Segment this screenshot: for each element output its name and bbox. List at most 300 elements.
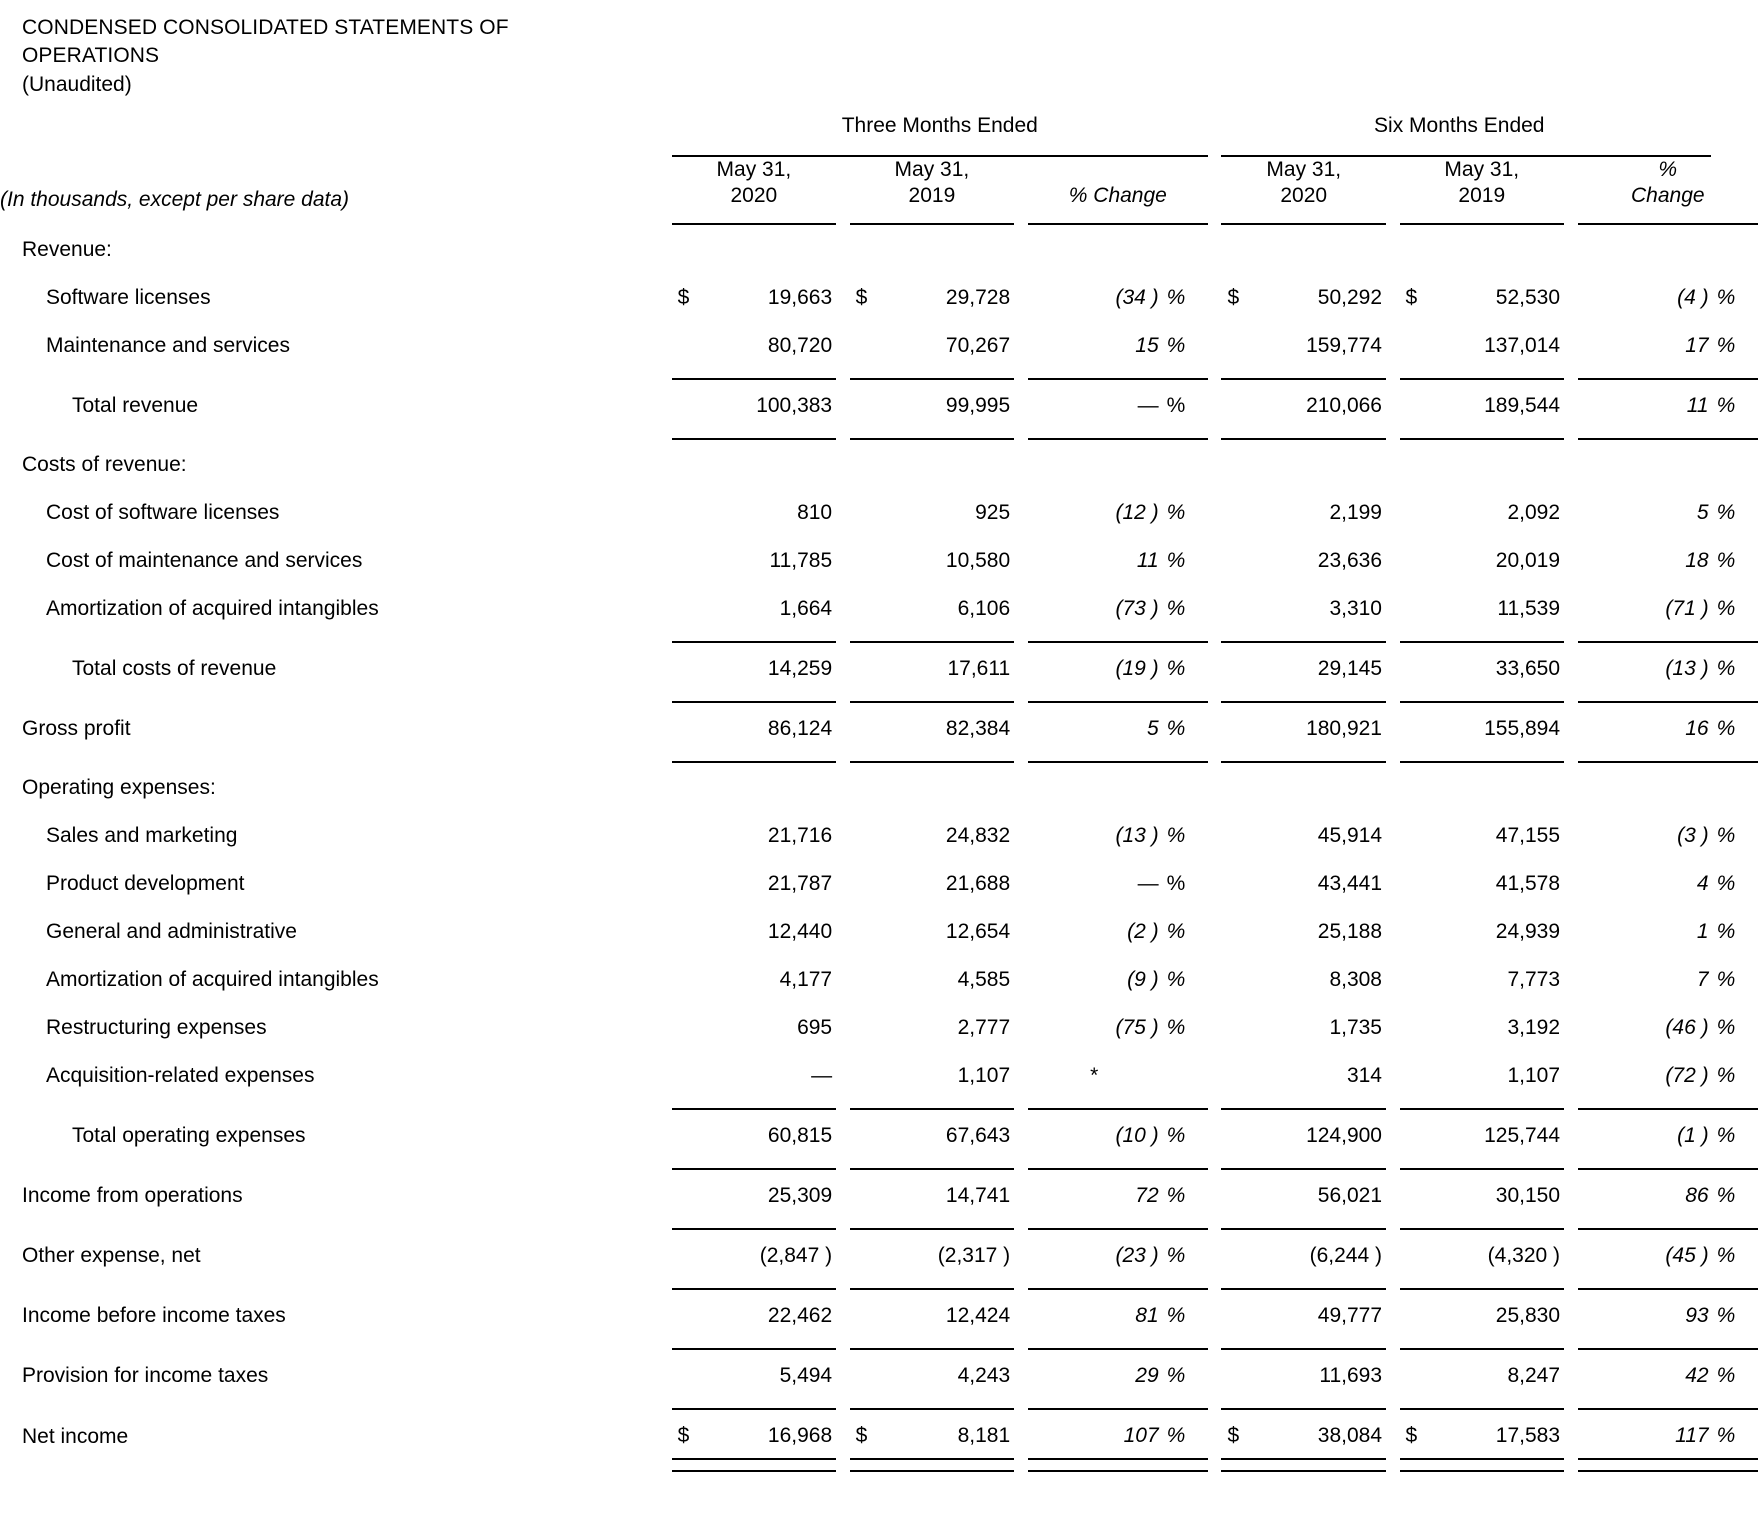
rule xyxy=(1221,691,1386,702)
cell-pct-symbol: % xyxy=(1716,920,1736,943)
cell-pct-symbol: % xyxy=(1716,657,1736,680)
cell-value: — xyxy=(811,1064,833,1087)
cell-currency xyxy=(1221,906,1259,954)
spacer xyxy=(0,213,672,224)
cell-currency xyxy=(1400,702,1438,751)
rule xyxy=(672,1398,837,1409)
subtotal-rule-row xyxy=(0,631,1758,642)
col-header-h2020-line1: May 31, xyxy=(1266,158,1342,181)
cell-value: 21,688 xyxy=(945,872,1011,895)
rule xyxy=(1400,691,1565,702)
table-row xyxy=(0,1050,1758,1098)
cell-currency xyxy=(1221,858,1259,906)
cell-currency xyxy=(1400,487,1438,535)
cell-pct: 42 xyxy=(1685,1364,1709,1387)
cell-pct-symbol: % xyxy=(1716,394,1736,417)
cell-currency: $ xyxy=(855,1424,868,1447)
cell-pct-symbol: % xyxy=(1166,286,1186,309)
cell-pct-symbol: % xyxy=(1166,1124,1186,1147)
rule xyxy=(1578,751,1758,762)
row-label-amortization-cost: Amortization of acquired intangibles xyxy=(46,597,379,620)
cell-pct: (75 ) xyxy=(1115,1016,1159,1039)
double-rule xyxy=(672,1459,837,1471)
table-row xyxy=(0,906,1758,954)
cell-value: 2,777 xyxy=(957,1016,1011,1039)
cell-value: 12,424 xyxy=(945,1304,1011,1327)
cell-currency xyxy=(1221,1002,1259,1050)
rule xyxy=(672,428,837,439)
spacer xyxy=(0,691,672,702)
page-subtitle: (Unaudited) xyxy=(22,73,132,96)
cell-value: 14,741 xyxy=(945,1184,1011,1207)
table-row xyxy=(0,1002,1758,1050)
row-label-other-expense: Other expense, net xyxy=(22,1244,201,1267)
cell-value: 1,107 xyxy=(957,1064,1011,1087)
cell-value: 25,309 xyxy=(767,1184,833,1207)
rule xyxy=(672,751,837,762)
rule xyxy=(850,428,1015,439)
cell-value: 21,787 xyxy=(767,872,833,895)
spacer xyxy=(1208,145,1222,156)
row-label-product-development: Product development xyxy=(46,872,245,895)
cell-currency xyxy=(1221,810,1259,858)
page-title: CONDENSED CONSOLIDATED STATEMENTS OF OPERATIONS xyxy=(22,16,509,67)
cell-pct: (46 ) xyxy=(1665,1016,1709,1039)
section-header-row xyxy=(0,224,1758,272)
cell-currency: $ xyxy=(677,286,690,309)
spacer xyxy=(0,751,672,762)
table-row xyxy=(0,320,1758,368)
cell-currency xyxy=(1221,954,1259,1002)
rule-six-months xyxy=(1221,145,1710,156)
cell-pct-symbol: % xyxy=(1166,549,1186,572)
rule xyxy=(1028,1158,1208,1169)
cell-value: 810 xyxy=(797,501,833,524)
cell-value: 16,968 xyxy=(767,1424,833,1447)
row-label-provision-taxes: Provision for income taxes xyxy=(22,1364,269,1387)
cell-currency xyxy=(850,1050,888,1098)
rule xyxy=(1221,1398,1386,1409)
cell-value: 24,832 xyxy=(945,824,1011,847)
col-header-h2019-line2: 2019 xyxy=(1458,184,1506,207)
cell-pct: 5 xyxy=(1696,501,1709,524)
rule xyxy=(1578,1338,1758,1349)
cell-value: 24,939 xyxy=(1495,920,1561,943)
spacer xyxy=(1208,156,1222,213)
col-header-h2020-line2: 2020 xyxy=(1280,184,1328,207)
cell-pct-symbol: % xyxy=(1166,968,1186,991)
cell-pct-symbol: % xyxy=(1166,1364,1186,1387)
cell-currency xyxy=(1221,1349,1259,1398)
rule xyxy=(1028,428,1208,439)
cell-currency xyxy=(1400,1050,1438,1098)
rule-h-pct xyxy=(1578,213,1758,224)
cell-pct: 107 xyxy=(1123,1424,1159,1447)
cell-value: 22,462 xyxy=(767,1304,833,1327)
row-label-total-costs: Total costs of revenue xyxy=(72,657,277,680)
cell-currency xyxy=(672,1002,710,1050)
table-row xyxy=(0,1109,1758,1158)
cell-currency xyxy=(1221,320,1259,368)
cell-pct: (19 ) xyxy=(1115,657,1159,680)
col-header-h-pct-change-line2: Change xyxy=(1630,184,1705,207)
cell-pct: (72 ) xyxy=(1665,1064,1709,1087)
cell-currency xyxy=(1400,906,1438,954)
cell-currency xyxy=(850,583,888,631)
col-header-q-pct-change xyxy=(1028,156,1208,213)
cell-currency: $ xyxy=(1227,286,1240,309)
rule xyxy=(1028,1278,1208,1289)
col-header-q2020-line1: May 31, xyxy=(716,158,792,181)
cell-value: 12,654 xyxy=(945,920,1011,943)
rule xyxy=(850,1158,1015,1169)
rule xyxy=(1578,1278,1758,1289)
rule xyxy=(850,751,1015,762)
cell-currency: $ xyxy=(1405,1424,1418,1447)
rule-h2020 xyxy=(1221,213,1386,224)
cell-pct-symbol: % xyxy=(1716,286,1736,309)
cell-value: 189,544 xyxy=(1484,394,1561,417)
cell-pct-symbol: % xyxy=(1716,717,1736,740)
table-row xyxy=(0,1169,1758,1218)
rule xyxy=(1578,1158,1758,1169)
col-header-q-pct-change-label: % Change xyxy=(1068,184,1167,207)
spacer xyxy=(672,439,1758,487)
rule xyxy=(850,368,1015,379)
spacer xyxy=(1014,213,1028,224)
cell-value: 6,106 xyxy=(957,597,1011,620)
cell-pct: 117 xyxy=(1675,1424,1709,1447)
subtotal-rule-row xyxy=(0,751,1758,762)
subtotal-rule-row xyxy=(0,1398,1758,1409)
cell-value: 67,643 xyxy=(945,1124,1011,1147)
cell-pct-symbol: % xyxy=(1716,1304,1736,1327)
double-rule xyxy=(1578,1459,1758,1471)
cell-currency xyxy=(1400,379,1438,428)
cell-pct-symbol: % xyxy=(1716,1016,1736,1039)
cell-currency xyxy=(1221,535,1259,583)
cell-value: 11,693 xyxy=(1319,1364,1382,1387)
row-label-gross-profit: Gross profit xyxy=(22,717,131,740)
rule xyxy=(1578,1218,1758,1229)
subtotal-rule-row xyxy=(0,1218,1758,1229)
cell-currency xyxy=(672,858,710,906)
row-label-cost-maintenance-services: Cost of maintenance and services xyxy=(46,549,363,572)
cell-currency xyxy=(1400,1169,1438,1218)
cell-currency xyxy=(850,858,888,906)
cell-currency xyxy=(672,1349,710,1398)
rule xyxy=(850,1338,1015,1349)
cell-currency xyxy=(1400,1109,1438,1158)
cell-pct-symbol: % xyxy=(1716,597,1736,620)
cell-value: 4,177 xyxy=(779,968,833,991)
cell-pct-symbol: % xyxy=(1716,824,1736,847)
section-header-row xyxy=(0,762,1758,810)
cell-currency xyxy=(850,1229,888,1278)
cell-value: 5,494 xyxy=(779,1364,833,1387)
cell-pct: 11 xyxy=(1686,394,1709,417)
rule xyxy=(1400,1398,1565,1409)
cell-currency xyxy=(1221,583,1259,631)
row-label-sales-marketing: Sales and marketing xyxy=(46,824,238,847)
table-row xyxy=(0,642,1758,691)
rule xyxy=(1028,1098,1208,1109)
cell-value: 1,664 xyxy=(779,597,833,620)
row-label-maintenance-services: Maintenance and services xyxy=(46,334,290,357)
cell-currency xyxy=(672,906,710,954)
subtotal-rule-row xyxy=(0,1098,1758,1109)
rule xyxy=(1578,691,1758,702)
section-opex-label: Operating expenses: xyxy=(22,776,216,799)
cell-pct-symbol: % xyxy=(1166,334,1186,357)
total-double-rule-row xyxy=(0,1459,1758,1471)
cell-value: 4,585 xyxy=(957,968,1011,991)
cell-pct: 7 xyxy=(1696,968,1709,991)
table-row xyxy=(0,1409,1758,1459)
cell-currency xyxy=(672,320,710,368)
cell-value: 56,021 xyxy=(1317,1184,1382,1207)
cell-currency: $ xyxy=(1405,286,1418,309)
subtotal-rule-row xyxy=(0,691,1758,702)
cell-currency xyxy=(672,954,710,1002)
cell-currency xyxy=(850,954,888,1002)
subtotal-rule-row xyxy=(0,1158,1758,1169)
cell-pct-symbol: % xyxy=(1166,657,1186,680)
cell-pct-symbol: % xyxy=(1166,1424,1186,1447)
cell-pct: 18 xyxy=(1685,549,1709,572)
row-label-total-opex: Total operating expenses xyxy=(72,1124,306,1147)
cell-currency xyxy=(850,702,888,751)
cell-value: 50,292 xyxy=(1317,286,1382,309)
table-row xyxy=(0,810,1758,858)
rule xyxy=(1400,751,1565,762)
cell-currency xyxy=(1400,1349,1438,1398)
units-note: (In thousands, except per share data) xyxy=(0,188,350,211)
cell-pct-symbol: % xyxy=(1716,1124,1736,1147)
cell-currency xyxy=(850,1289,888,1338)
rule xyxy=(1221,1338,1386,1349)
cell-value: 33,650 xyxy=(1495,657,1561,680)
col-header-q2019-line1: May 31, xyxy=(894,158,970,181)
rule xyxy=(1221,1278,1386,1289)
cell-value: 12,440 xyxy=(767,920,833,943)
rule xyxy=(850,1398,1015,1409)
cell-pct-asterisk: * xyxy=(1090,1064,1099,1087)
income-statement-table xyxy=(0,113,1758,1472)
cell-currency xyxy=(850,379,888,428)
rule-q2019 xyxy=(850,213,1015,224)
cell-currency xyxy=(850,642,888,691)
cell-value: 314 xyxy=(1346,1064,1382,1087)
rule xyxy=(672,631,837,642)
spacer xyxy=(0,1278,672,1289)
rule xyxy=(1400,1218,1565,1229)
row-label-income-before-taxes: Income before income taxes xyxy=(22,1304,286,1327)
cell-currency xyxy=(850,1002,888,1050)
rule xyxy=(1221,631,1386,642)
subtotal-rule-row xyxy=(0,1338,1758,1349)
cell-value: 19,663 xyxy=(767,286,833,309)
double-rule xyxy=(1400,1459,1565,1471)
double-rule xyxy=(850,1459,1015,1471)
rule xyxy=(850,1098,1015,1109)
cell-pct-symbol: % xyxy=(1716,968,1736,991)
cell-value: 137,014 xyxy=(1484,334,1561,357)
cell-pct: (12 ) xyxy=(1115,501,1159,524)
cell-pct-symbol: % xyxy=(1716,1424,1736,1447)
cell-currency xyxy=(1221,1169,1259,1218)
cell-currency xyxy=(1221,1050,1259,1098)
column-header-rule-row xyxy=(0,213,1758,224)
cell-pct-symbol: % xyxy=(1166,597,1186,620)
cell-pct-symbol: % xyxy=(1166,1016,1186,1039)
rule xyxy=(1221,428,1386,439)
subtotal-rule-row xyxy=(0,1278,1758,1289)
table-row xyxy=(0,1349,1758,1398)
group-header-row xyxy=(0,113,1758,145)
cell-pct-symbol: % xyxy=(1716,872,1736,895)
cell-pct-symbol: % xyxy=(1716,1184,1736,1207)
cell-currency xyxy=(672,1229,710,1278)
cell-currency xyxy=(672,535,710,583)
cell-value: 43,441 xyxy=(1317,872,1382,895)
rule-three-months xyxy=(672,145,1208,156)
cell-pct: (34 ) xyxy=(1115,286,1159,309)
cell-value: 11,539 xyxy=(1497,597,1561,620)
table-row xyxy=(0,1289,1758,1338)
rule xyxy=(850,1218,1015,1229)
cell-currency xyxy=(1221,379,1259,428)
cell-value: 60,815 xyxy=(767,1124,833,1147)
cell-value: 155,894 xyxy=(1484,717,1561,740)
spacer xyxy=(0,145,672,156)
rule xyxy=(1028,631,1208,642)
cell-value: 30,150 xyxy=(1495,1184,1561,1207)
double-rule xyxy=(1221,1459,1386,1471)
cell-pct: 93 xyxy=(1685,1304,1709,1327)
cell-currency xyxy=(1400,583,1438,631)
col-header-h-pct-change xyxy=(1578,156,1758,213)
cell-pct-symbol: % xyxy=(1166,717,1186,740)
rule xyxy=(1028,1218,1208,1229)
cell-currency xyxy=(672,583,710,631)
cell-currency xyxy=(1221,1229,1259,1278)
cell-currency xyxy=(1400,858,1438,906)
cell-currency xyxy=(672,487,710,535)
cell-pct-symbol: % xyxy=(1716,549,1736,572)
cell-currency xyxy=(850,1349,888,1398)
cell-currency xyxy=(672,702,710,751)
cell-value: 1,735 xyxy=(1329,1016,1382,1039)
spacer xyxy=(1386,156,1400,213)
col-header-q2019-line2: 2019 xyxy=(908,184,956,207)
cell-pct: (73 ) xyxy=(1115,597,1159,620)
row-label-income-operations: Income from operations xyxy=(22,1184,243,1207)
spacer xyxy=(672,224,1758,272)
col-header-q2019 xyxy=(850,156,1015,213)
col-header-q2020-line2: 2020 xyxy=(730,184,778,207)
cell-value: 210,066 xyxy=(1306,394,1382,417)
spacer xyxy=(672,762,1758,810)
rule xyxy=(1028,1338,1208,1349)
rule xyxy=(672,1338,837,1349)
cell-value: 29,728 xyxy=(945,286,1011,309)
cell-value: 8,247 xyxy=(1507,1364,1561,1387)
cell-value: 80,720 xyxy=(767,334,833,357)
rule xyxy=(1028,751,1208,762)
cell-pct-symbol: % xyxy=(1166,1184,1186,1207)
cell-value: 4,243 xyxy=(957,1364,1011,1387)
cell-value: 21,716 xyxy=(767,824,833,847)
spacer xyxy=(1564,213,1578,224)
subtotal-rule-row xyxy=(0,368,1758,379)
col-header-h2020 xyxy=(1221,156,1386,213)
cell-currency xyxy=(1400,810,1438,858)
cell-value: 17,583 xyxy=(1495,1424,1561,1447)
cell-value: 180,921 xyxy=(1306,717,1382,740)
cell-currency xyxy=(1221,487,1259,535)
cell-pct: 16 xyxy=(1685,717,1709,740)
cell-pct-symbol: % xyxy=(1716,1064,1736,1087)
cell-value: 47,155 xyxy=(1495,824,1561,847)
cell-pct-symbol: % xyxy=(1166,872,1186,895)
cell-value: (2,847 ) xyxy=(759,1244,833,1267)
cell-currency xyxy=(672,1289,710,1338)
cell-pct: (1 ) xyxy=(1677,1124,1709,1147)
row-label-software-licenses: Software licenses xyxy=(46,286,211,309)
cell-currency xyxy=(1221,1289,1259,1338)
rule xyxy=(672,691,837,702)
section-header-row xyxy=(0,439,1758,487)
col-header-q2020 xyxy=(672,156,837,213)
group-header-six-months: Six Months Ended xyxy=(1374,114,1545,137)
rule xyxy=(850,631,1015,642)
cell-currency xyxy=(850,906,888,954)
cell-currency: $ xyxy=(855,286,868,309)
cell-currency xyxy=(1221,642,1259,691)
cell-value: 2,092 xyxy=(1507,501,1561,524)
cell-pct: (23 ) xyxy=(1115,1244,1159,1267)
cell-currency xyxy=(850,487,888,535)
rule xyxy=(1221,751,1386,762)
rule xyxy=(1578,1098,1758,1109)
cell-value: 11,785 xyxy=(769,549,833,572)
group-header-rule-row xyxy=(0,145,1758,156)
cell-pct: (3 ) xyxy=(1677,824,1709,847)
spacer xyxy=(1386,213,1400,224)
row-label-restructuring: Restructuring expenses xyxy=(46,1016,267,1039)
cell-value: 49,777 xyxy=(1317,1304,1382,1327)
cell-pct: 17 xyxy=(1685,334,1709,357)
cell-value: 41,578 xyxy=(1495,872,1561,895)
cell-pct: (4 ) xyxy=(1677,286,1709,309)
cell-pct: — xyxy=(1137,872,1159,895)
rule xyxy=(1400,1098,1565,1109)
cell-pct: (13 ) xyxy=(1665,657,1709,680)
cell-currency xyxy=(672,1050,710,1098)
row-label-total-revenue: Total revenue xyxy=(72,394,199,417)
cell-pct-symbol: % xyxy=(1166,1244,1186,1267)
cell-currency xyxy=(850,810,888,858)
cell-currency xyxy=(672,810,710,858)
cell-pct-symbol: % xyxy=(1716,1364,1736,1387)
cell-pct: 5 xyxy=(1146,717,1159,740)
rule xyxy=(850,691,1015,702)
double-rule xyxy=(1028,1459,1208,1471)
cell-value: 695 xyxy=(797,1016,833,1039)
spacer xyxy=(0,1218,672,1229)
cell-currency xyxy=(1400,320,1438,368)
